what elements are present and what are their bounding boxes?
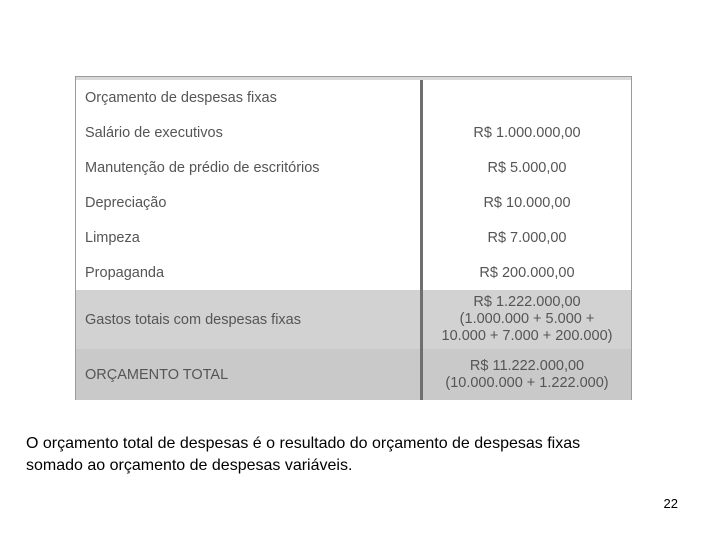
- row-label: Manutenção de prédio de escritórios: [76, 150, 422, 185]
- total-fixed-formula-2: 10.000 + 7.000 + 200.000): [441, 328, 613, 344]
- total-fixed-label: Gastos totais com despesas fixas: [76, 290, 422, 349]
- row-value: R$ 10.000,00: [483, 194, 571, 211]
- caption-line-1: O orçamento total de despesas é o resultado do orçamento de despesas fixas: [26, 435, 581, 452]
- table-row: [76, 220, 631, 255]
- row-label: Salário de executivos: [76, 115, 422, 150]
- caption-line-2: somado ao orçamento de despesas variáveis.: [26, 457, 353, 474]
- grand-total-label: ORÇAMENTO TOTAL: [76, 349, 422, 400]
- grand-total-row: [76, 349, 631, 400]
- table-row: [76, 80, 631, 115]
- row-value: R$ 7.000,00: [487, 229, 567, 246]
- grand-total-value: [422, 349, 632, 400]
- row-label: Depreciação: [76, 185, 422, 220]
- total-fixed-amount: R$ 1.222.000,00: [473, 294, 581, 310]
- table-row: [76, 185, 631, 220]
- row-label: Propaganda: [76, 255, 422, 290]
- row-value: R$ 200.000,00: [479, 264, 575, 281]
- row-value: R$ 5.000,00: [487, 159, 567, 176]
- total-fixed-value: [422, 290, 632, 349]
- total-fixed-row: [76, 290, 631, 349]
- row-value: [422, 80, 632, 115]
- row-value: R$ 1.000.000,00: [473, 124, 581, 141]
- row-label: Limpeza: [76, 220, 422, 255]
- caption: [26, 433, 706, 477]
- page-number: 22: [663, 496, 678, 511]
- table-row: [76, 255, 631, 290]
- budget-table: [75, 76, 632, 400]
- table-row: [76, 115, 631, 150]
- row-label: Orçamento de despesas fixas: [76, 80, 422, 115]
- total-fixed-formula-1: (1.000.000 + 5.000 +: [459, 311, 595, 327]
- grand-total-formula: (10.000.000 + 1.222.000): [445, 374, 609, 391]
- fixed-expenses-table: [76, 80, 631, 400]
- table-row: [76, 150, 631, 185]
- grand-total-amount: R$ 11.222.000,00: [469, 357, 585, 374]
